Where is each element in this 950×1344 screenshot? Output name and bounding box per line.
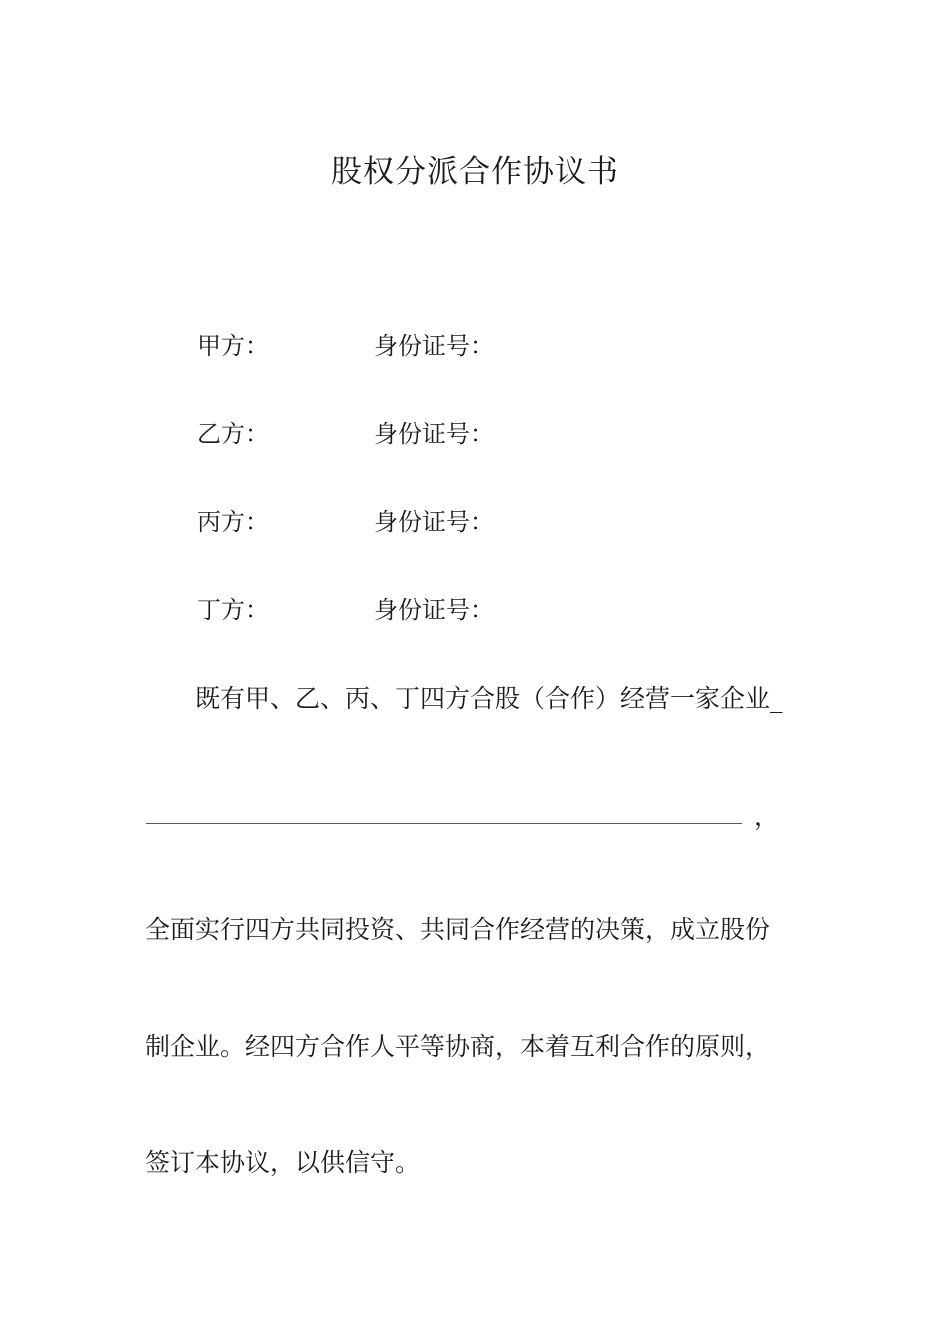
fill-in-blank-line	[146, 823, 742, 824]
body-paragraph-line-1: 既有甲、乙、丙、丁四方合股（合作）经营一家企业_	[195, 684, 783, 713]
document-title: 股权分派合作协议书	[331, 154, 619, 190]
party-name: 乙方：	[197, 420, 269, 448]
blank-line-comma: ，	[754, 802, 780, 831]
party-name: 丙方：	[197, 508, 269, 536]
party-id-label: 身份证号：	[374, 420, 494, 448]
body-paragraph-line-4: 制企业。经四方合作人平等协商，本着互利合作的原则，	[145, 1032, 771, 1061]
party-id-label: 身份证号：	[374, 596, 494, 624]
party-name: 甲方：	[197, 332, 269, 360]
body-paragraph-line-3: 全面实行四方共同投资、共同合作经营的决策，成立股份	[145, 915, 771, 944]
party-id-label: 身份证号：	[374, 332, 494, 360]
body-paragraph-line-5: 签订本协议，以供信守。	[145, 1148, 421, 1177]
party-name: 丁方：	[197, 596, 269, 624]
party-id-label: 身份证号：	[374, 508, 494, 536]
